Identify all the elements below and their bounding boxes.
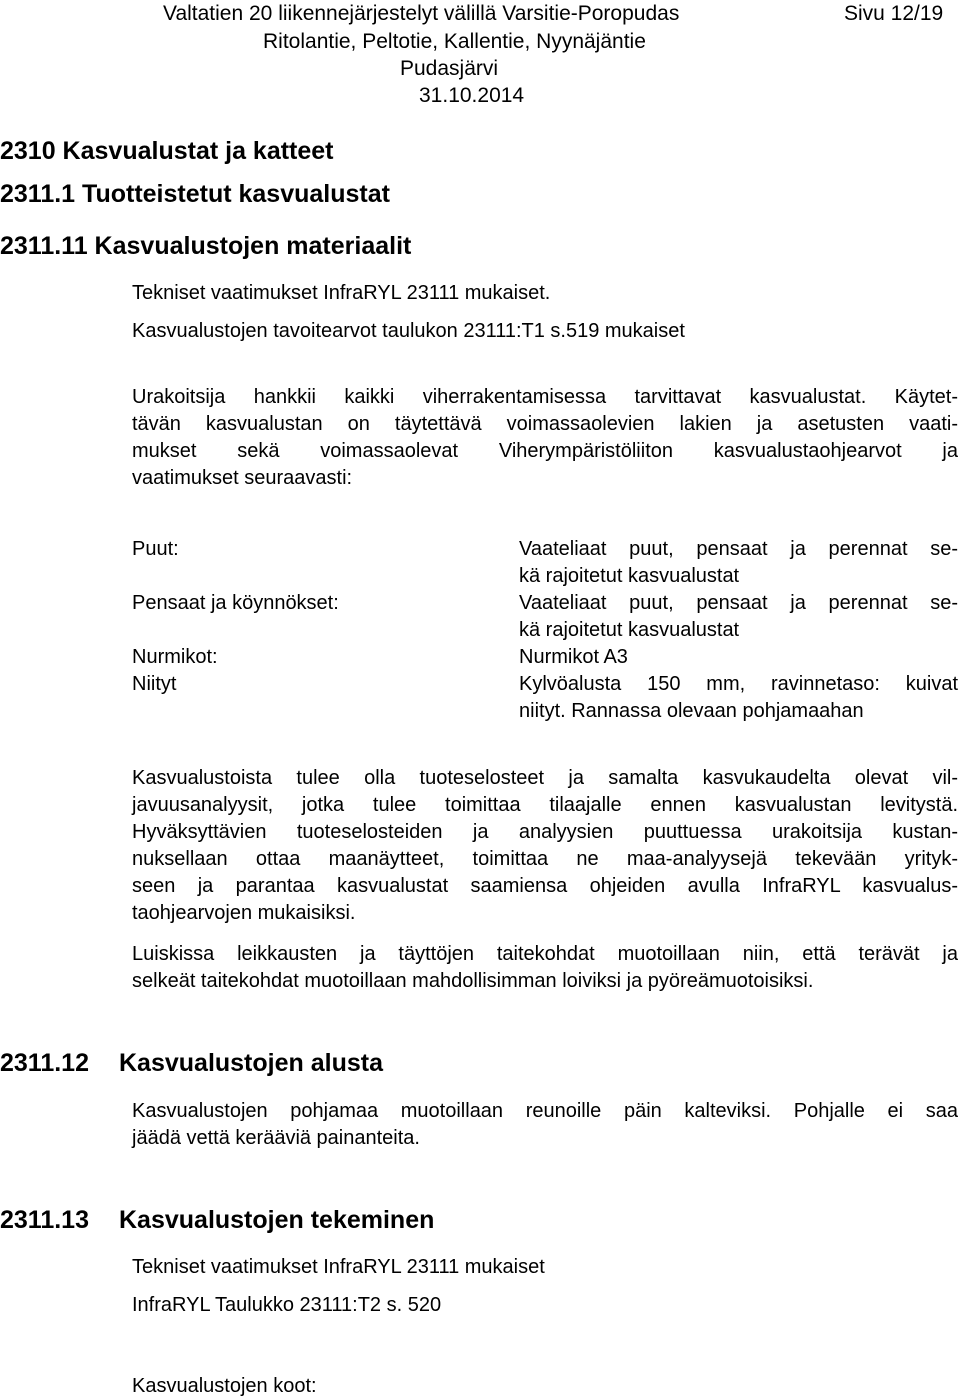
materials-requirement: Tekniset vaatimukset InfraRYL 23111 mukaiset. — [132, 282, 551, 304]
header-location: Pudasjärvi — [400, 57, 499, 80]
requirement-label: Puut: — [132, 538, 179, 560]
heading-2311-12-number: 2311.12 — [0, 1049, 89, 1077]
page-number: Sivu 12/19 — [844, 2, 944, 25]
header-roads: Ritolantie, Peltotie, Kallentie, Nyynäjäntie — [263, 30, 646, 53]
requirement-label: Nurmikot: — [132, 646, 218, 668]
requirement-value: Nurmikot A3 — [519, 646, 628, 668]
header-project-title: Valtatien 20 liikennejärjestelyt välillä Varsitie-Poropudas — [163, 2, 680, 25]
requirement-value: Kylvöalusta 150 mm, ravinnetaso: kuivat niityt. Rannassa olevaan pohjamaahan — [519, 673, 958, 722]
requirement-label: Niityt — [132, 673, 177, 695]
heading-2310: 2310 Kasvualustat ja katteet — [0, 137, 334, 165]
heading-2311-11: 2311.11 Kasvualustojen materiaalit — [0, 232, 412, 260]
header-date: 31.10.2014 — [419, 84, 525, 107]
making-requirement: Tekniset vaatimukset InfraRYL 23111 mukaiset — [132, 1256, 545, 1278]
requirement-value: Vaateliaat puut, pensaat ja perennat se- kä rajoitetut kasvualustat — [519, 592, 958, 641]
heading-2311-1: 2311.1 Tuotteistetut kasvualustat — [0, 180, 390, 208]
growing-media-sizes-label: Kasvualustojen koot: — [132, 1375, 317, 1397]
requirement-label: Pensaat ja köynnökset: — [132, 592, 339, 614]
paragraph-contractor: Urakoitsija hankkii kaikki viherrakentamisessa tarvittavat kasvualustat. Käytet- tävän kasvualustan on täytettävä voimassaolevien lakien ja asetusten vaati- mukset sekä voimassaolevat Viherympäristöliiton kasvualustaohjearvot ja vaatimukset seuraavasti: — [132, 386, 958, 489]
requirement-value: Vaateliaat puut, pensaat ja perennat se- kä rajoitetut kasvualustat — [519, 538, 958, 587]
paragraph-base: Kasvualustojen pohjamaa muotoillaan reunoille päin kalteviksi. Pohjalle ei saa jäädä vettä kerääviä painanteita. — [132, 1100, 958, 1149]
heading-2311-13-title: Kasvualustojen tekeminen — [119, 1206, 435, 1234]
heading-2311-12-title: Kasvualustojen alusta — [119, 1049, 383, 1077]
heading-2311-13-number: 2311.13 — [0, 1206, 89, 1234]
materials-target-values: Kasvualustojen tavoitearvot taulukon 23111:T1 s.519 mukaiset — [132, 320, 685, 342]
making-table-reference: InfraRYL Taulukko 23111:T2 s. 520 — [132, 1294, 442, 1316]
paragraph-slopes: Luiskissa leikkausten ja täyttöjen taitekohdat muotoillaan niin, että terävät ja selkeät taitekohdat muotoillaan mahdollisimman loiviksi ja pyöreämuotoisiksi. — [132, 943, 958, 992]
paragraph-product-declarations: Kasvualustoista tulee olla tuoteselosteet ja samalta kasvukaudelta olevat vil- javuusanalyysit, jotka tulee toimittaa tilaajalle ennen kasvualustan levitystä. Hyväksyttävien tuoteselosteiden ja analyysien puuttuessa urakoitsija kustan- nuksellaan ottaa maanäytteet, toimittaa ne maa-analyysejä tekevään yrityk- seen ja parantaa kasvualustat saamiensa ohjeiden avulla InfraRYL kasvualus- taohjearvojen mukaisiksi. — [132, 767, 958, 924]
